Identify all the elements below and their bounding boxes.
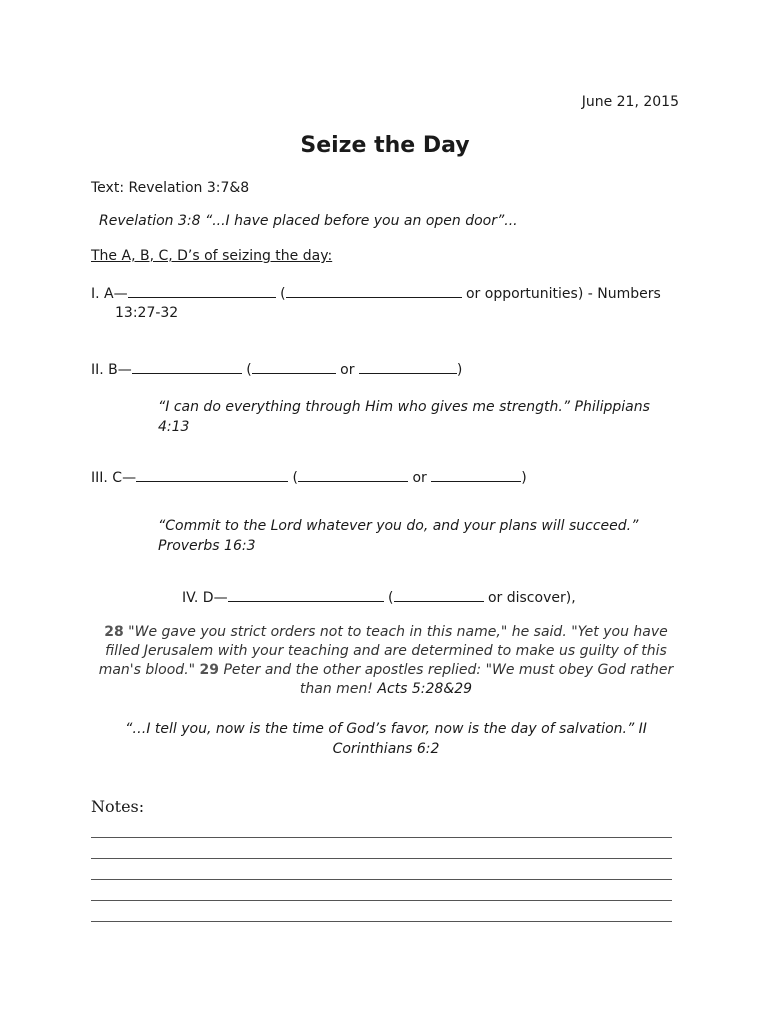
quote-corinthians: “…I tell you, now is the time of God’s favor, now is the day of salvation.” II Corinthians 6:2 bbox=[125, 721, 647, 757]
outline-item-b bbox=[91, 359, 462, 380]
item-b-open-paren: ( bbox=[246, 362, 252, 378]
item-d-paren-blank[interactable] bbox=[394, 587, 484, 602]
item-b-close-paren: ) bbox=[456, 362, 463, 378]
note-line[interactable] bbox=[91, 858, 672, 859]
quote-proverbs: “Commit to the Lord whatever you do, and your plans will succeed.” Proverbs 16:3 bbox=[158, 518, 639, 554]
item-c-blank[interactable] bbox=[136, 467, 288, 482]
page-title: Seize the Day bbox=[300, 133, 470, 158]
item-a-suffix: or opportunities) - Numbers bbox=[465, 286, 661, 302]
abcd-heading: The A, B, C, D’s of seizing the day: bbox=[91, 248, 333, 264]
document-date: June 21, 2015 bbox=[581, 94, 679, 110]
note-line[interactable] bbox=[91, 921, 672, 922]
item-d-prefix: IV. D— bbox=[182, 590, 228, 606]
note-line[interactable] bbox=[91, 900, 672, 901]
item-b-paren-blank-2[interactable] bbox=[359, 359, 457, 374]
verse-open-door: Revelation 3:8 “...I have placed before you an open door”... bbox=[99, 213, 518, 229]
item-c-or: or bbox=[412, 470, 427, 486]
note-line[interactable] bbox=[91, 879, 672, 880]
quote-philippians: “I can do everything through Him who gives me strength.” Philippians 4:13 bbox=[158, 399, 650, 435]
outline-item-a bbox=[91, 283, 691, 323]
item-b-paren-blank-1[interactable] bbox=[252, 359, 336, 374]
item-d-blank[interactable] bbox=[228, 587, 384, 602]
acts-verse-29-text: Peter and the other apostles replied: "We must obey God rather than men! bbox=[219, 662, 674, 697]
item-a-open-paren: ( bbox=[280, 286, 286, 302]
acts-reference: Acts 5:28&29 bbox=[377, 681, 473, 697]
item-a-continuation: 13:27-32 bbox=[115, 305, 179, 321]
item-a-blank[interactable] bbox=[128, 283, 276, 298]
item-d-suffix: or discover), bbox=[487, 590, 576, 606]
acts-verse-28-text: "We gave you strict orders not to teach in this name," he said. "Yet you have filled Jerusalem with your teaching and are determined to make us guilty of this man's blood." bbox=[98, 624, 668, 678]
notes-label: Notes: bbox=[91, 797, 145, 816]
item-d-open-paren: ( bbox=[388, 590, 394, 606]
acts-verse-29-number: 29 bbox=[199, 662, 220, 678]
item-c-open-paren: ( bbox=[292, 470, 298, 486]
item-b-or: or bbox=[340, 362, 355, 378]
item-b-blank[interactable] bbox=[132, 359, 242, 374]
item-a-paren-blank[interactable] bbox=[286, 283, 462, 298]
text-reference: Text: Revelation 3:7&8 bbox=[91, 180, 250, 196]
note-line[interactable] bbox=[91, 837, 672, 838]
item-c-paren-blank-2[interactable] bbox=[431, 467, 521, 482]
item-c-close-paren: ) bbox=[521, 470, 527, 486]
item-a-prefix: I. A— bbox=[91, 286, 128, 302]
outline-item-d bbox=[182, 587, 576, 608]
item-c-paren-blank-1[interactable] bbox=[298, 467, 408, 482]
acts-passage bbox=[91, 623, 681, 699]
outline-item-c bbox=[91, 467, 527, 488]
acts-verse-28-number: 28 bbox=[104, 624, 124, 640]
item-b-prefix: II. B— bbox=[91, 362, 132, 378]
item-c-prefix: III. C— bbox=[91, 470, 137, 486]
